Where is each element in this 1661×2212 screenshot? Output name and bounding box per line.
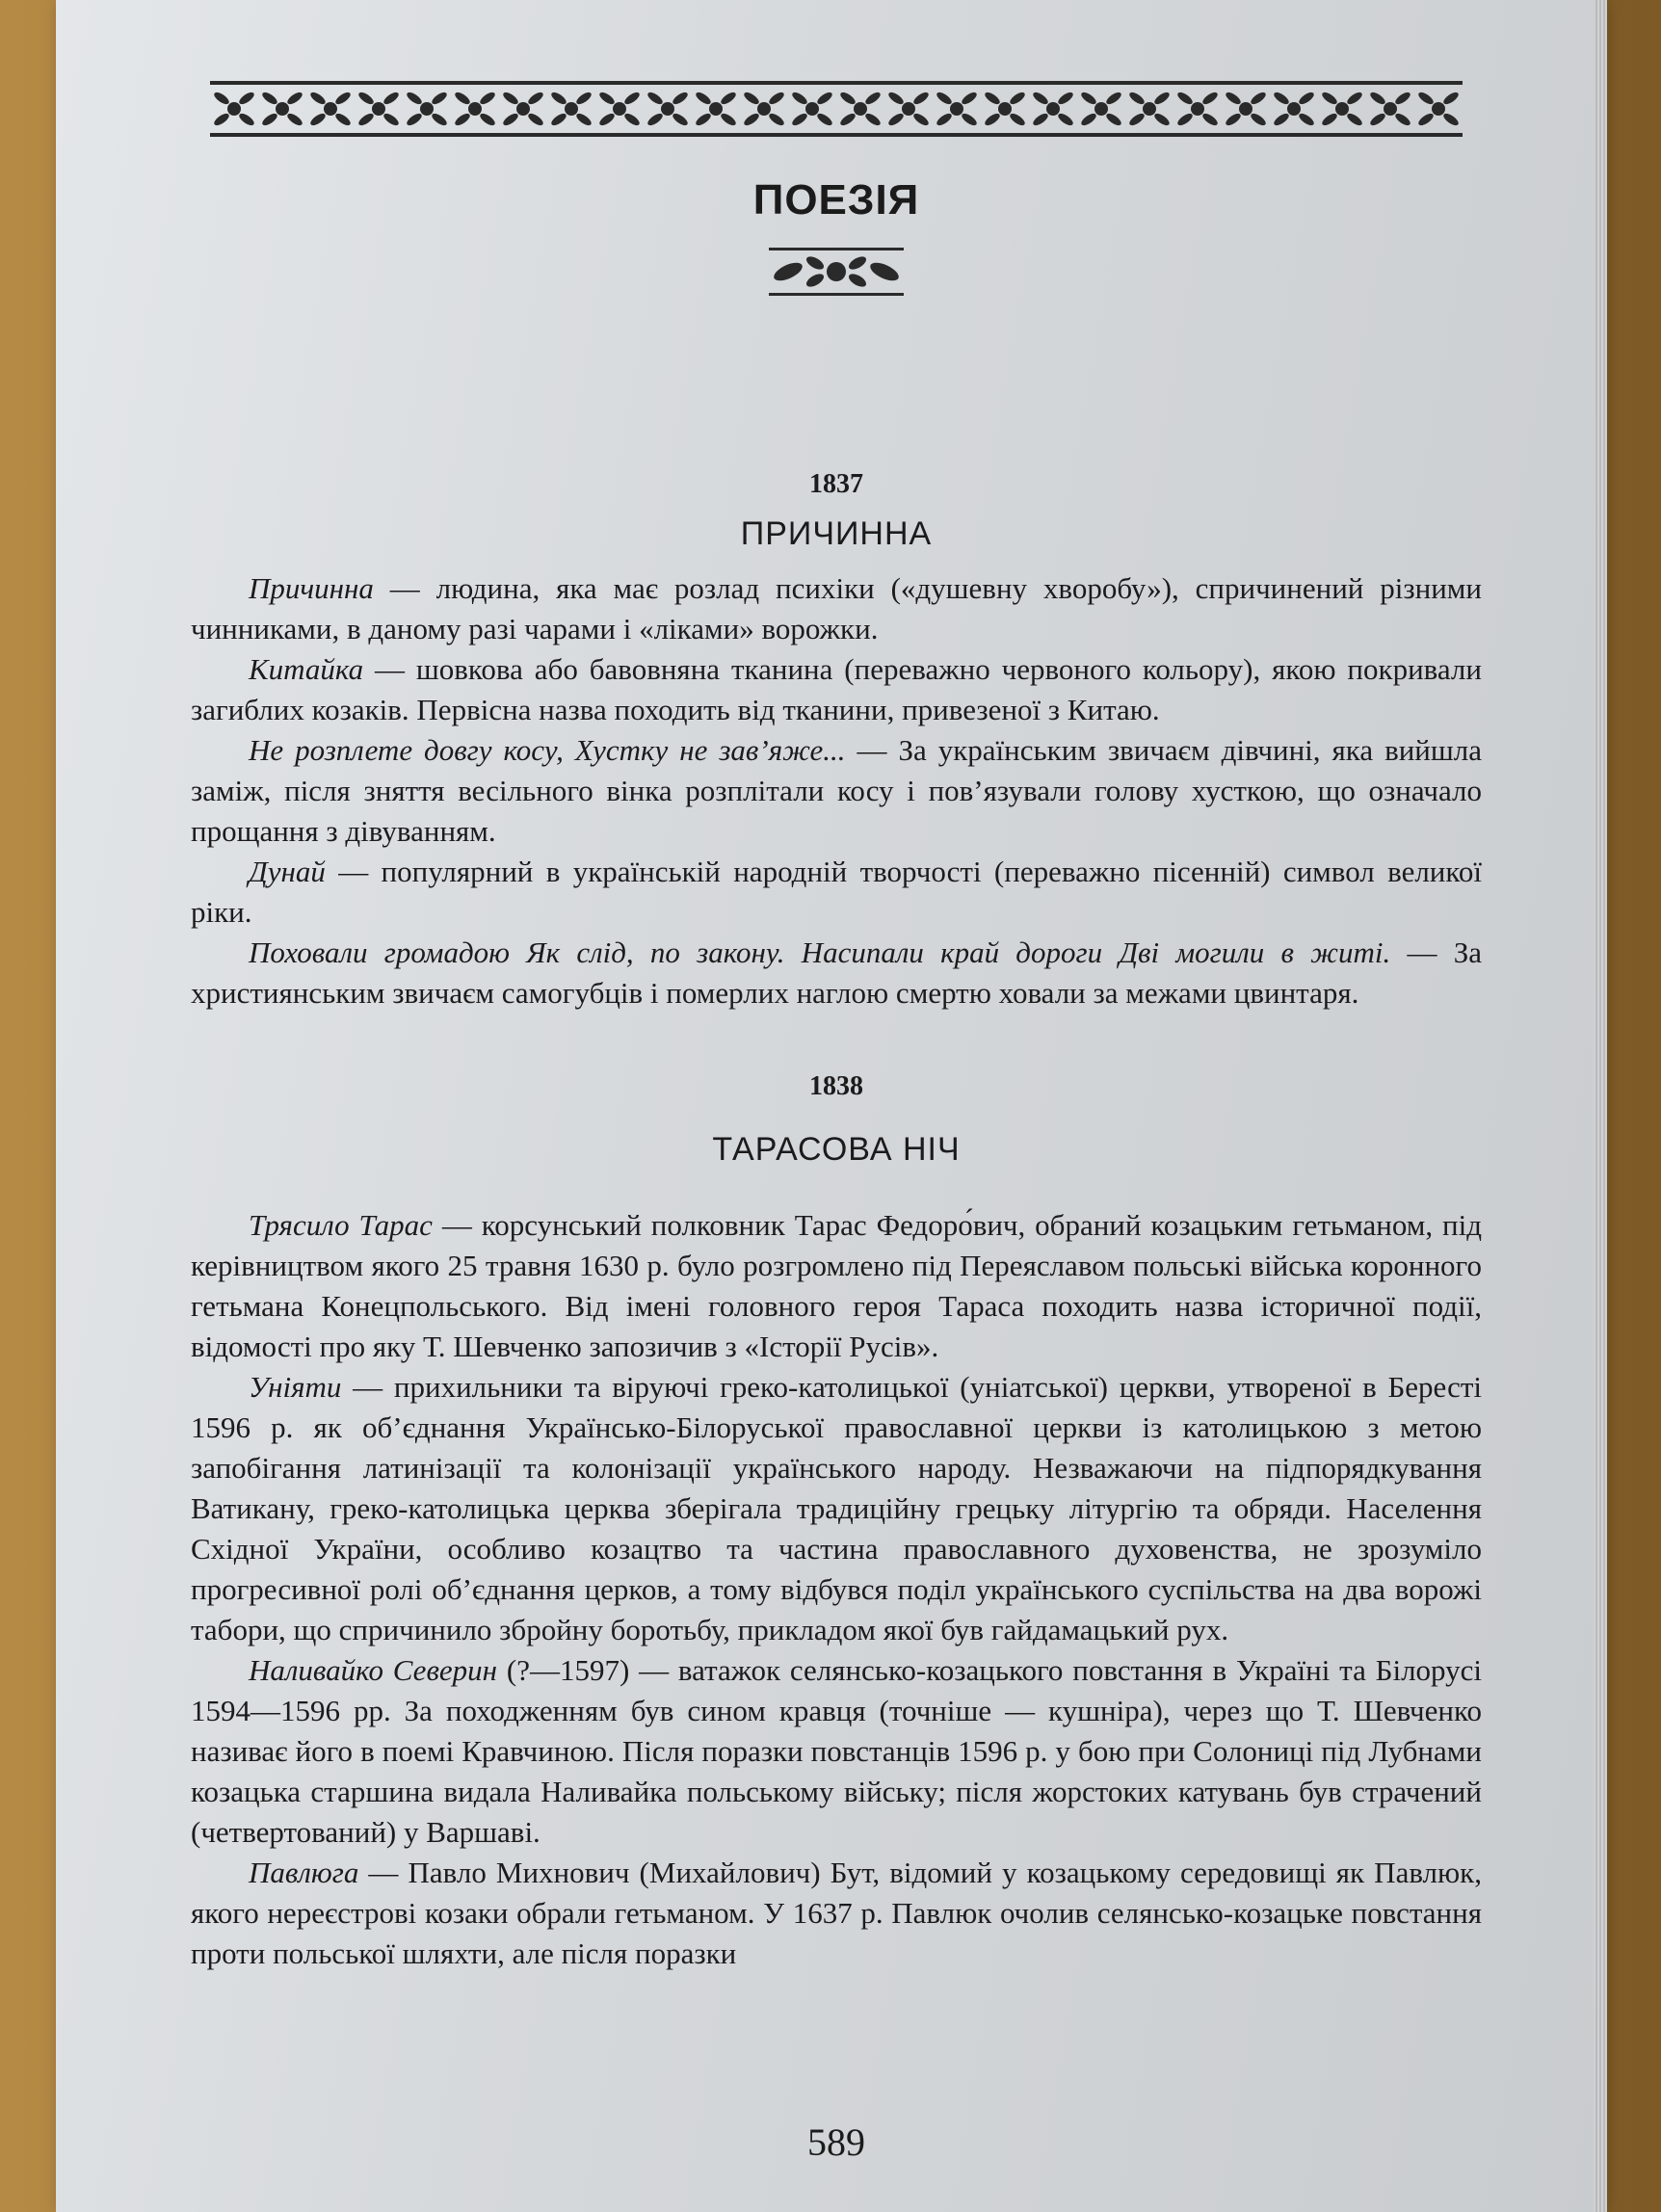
page-number: 589 bbox=[807, 2120, 865, 2164]
page-edges bbox=[1594, 0, 1607, 2212]
ornament-motif bbox=[935, 91, 978, 128]
ornament-motif bbox=[597, 91, 641, 128]
ornament-motif bbox=[983, 91, 1026, 128]
note-term: Трясило Тарас bbox=[249, 1208, 433, 1242]
ornament-motif bbox=[212, 91, 255, 128]
note-paragraph bbox=[191, 1367, 1482, 1650]
note-term: Дунай bbox=[249, 855, 326, 888]
note-term: Китайка bbox=[249, 652, 364, 686]
ornament-motif bbox=[308, 91, 352, 128]
note-paragraph bbox=[191, 1853, 1482, 1974]
ornament-motif bbox=[1127, 91, 1171, 128]
ornament-motif bbox=[405, 91, 448, 128]
note-paragraph bbox=[191, 1650, 1482, 1853]
note-text: — популярний в українській народній творчості (переважно пісенній) символ великої ріки. bbox=[191, 855, 1482, 929]
section-year: 1837 bbox=[809, 469, 863, 499]
ornament-motif bbox=[356, 91, 400, 128]
ornament-motif bbox=[501, 91, 544, 128]
ornament-motif bbox=[549, 91, 593, 128]
note-paragraph bbox=[191, 649, 1482, 730]
ornament-motif bbox=[886, 91, 930, 128]
note-term: Павлюга bbox=[249, 1856, 359, 1889]
note-text: — прихильники та віруючі греко-католицької (уніатської) церкви, утвореної в Бересті 1596 р. як об’єднання Українсько-Білоруської православної церкви із католицькою з метою запобігання латинізації та колонізації українського народу. Незважаючи на підпорядкування Ватикану, греко-католицька церква зберігала традиційну грецьку літургію та обряди. Населення Східної України, особливо козацтво та частина православного духовенства, не зрозуміло прогресивної ролі об’єднання церков, а тому відбувся поділ українського суспільства на два ворожі табори, що спричинило збройну боротьбу, прикладом якої був гайдамацький рух. bbox=[191, 1370, 1482, 1646]
note-paragraph bbox=[191, 933, 1482, 1014]
ornament-motif bbox=[838, 91, 882, 128]
note-text: — корсунський полковник Тарас Федоро́вич, обраний козацьким гетьманом, під керівництвом якого 25 травня 1630 р. було розгромлено під Переяславом польські війська коронного гетьмана Конецпольського. Від імені головного героя Тараса походить назва історичної події, відомості про яку Т. Шевченко запозичив з «Історії Русів». bbox=[191, 1208, 1482, 1363]
ornament-motif bbox=[1272, 91, 1315, 128]
note-text: — Павло Михнович (Михайлович) Бут, відомий у козацькому середовищі як Павлюк, якого нереєстрові козаки обрали гетьманом. У 1637 р. Павлюк очолив селянсько-козацьке повстання проти польської шляхти, але після поразки bbox=[191, 1856, 1482, 1970]
ornament-motif bbox=[1079, 91, 1122, 128]
note-text: — шовкова або бавовняна тканина (переважно червоного кольору), якою покривали загиблих козаків. Первісна назва походить від тканини, привезеної з Китаю. bbox=[191, 652, 1482, 726]
note-term: Уніяти bbox=[249, 1370, 342, 1404]
ornament-motif bbox=[1031, 91, 1074, 128]
section-title: ТАРАСОВА НІЧ bbox=[712, 1131, 961, 1168]
note-paragraph bbox=[191, 1205, 1482, 1367]
page-content bbox=[191, 77, 1483, 2164]
section-1837 bbox=[191, 469, 1482, 1014]
ornament-motif bbox=[453, 91, 496, 128]
note-term: Наливайко Северин bbox=[249, 1653, 498, 1687]
note-text: — людина, яка має розлад психіки («душевну хворобу»), спричинений різними чинниками, в даному разі чарами і «ліками» ворожки. bbox=[191, 571, 1482, 645]
section-year: 1838 bbox=[809, 1071, 863, 1101]
ornament-motif bbox=[742, 91, 785, 128]
ornament-motif bbox=[1224, 91, 1267, 128]
ornament-motif bbox=[1175, 91, 1219, 128]
note-term: Поховали громадою Як слід, по закону. Насипали край дороги Дві могили в житі. bbox=[249, 935, 1391, 969]
ornament-small-icon bbox=[769, 246, 904, 298]
ornament-motif bbox=[1368, 91, 1411, 128]
book-page bbox=[56, 0, 1597, 2212]
note-text: — За українським звичаєм дівчині, яка вийшла заміж, після зняття весільного вінка розплітали косу і пов’язували голову хусткою, що означало прощання з дівуванням. bbox=[191, 733, 1482, 848]
section-1838 bbox=[191, 1071, 1482, 1974]
section-title: ПРИЧИННА bbox=[740, 515, 933, 552]
note-text: (?—1597) — ватажок селянсько-козацького повстання в Україні та Білорусі 1594—1596 рр. За походженням був сином кравця (точніше — кушніра), через що Т. Шевченко називає його в поемі Кравчиною. Після поразки повстанців 1596 р. у бою при Солониці під Лубнами козацька старшина видала Наливайка польському війську; після жорстоких катувань був страчений (четвертований) у Варшаві. bbox=[191, 1653, 1482, 1849]
ornament-motif bbox=[646, 91, 689, 128]
note-term: Не розплете довгу косу, Хустку не зав’яже... bbox=[249, 733, 846, 767]
section-heading: ПОЕЗІЯ bbox=[752, 176, 920, 224]
note-paragraph bbox=[191, 568, 1482, 649]
ornament-motif bbox=[260, 91, 303, 128]
ornament-motif bbox=[1416, 91, 1460, 128]
ornament-motif bbox=[694, 91, 737, 128]
note-paragraph bbox=[191, 852, 1482, 933]
note-paragraph bbox=[191, 730, 1482, 852]
note-text: — За християнським звичаєм самогубців і померлих наглою смертю ховали за межами цвинтаря. bbox=[191, 935, 1483, 1010]
ornament-border-icon bbox=[210, 77, 1463, 141]
note-term: Причинна bbox=[249, 571, 374, 605]
ornament-motif bbox=[1320, 91, 1363, 128]
ornament-motif bbox=[790, 91, 833, 128]
